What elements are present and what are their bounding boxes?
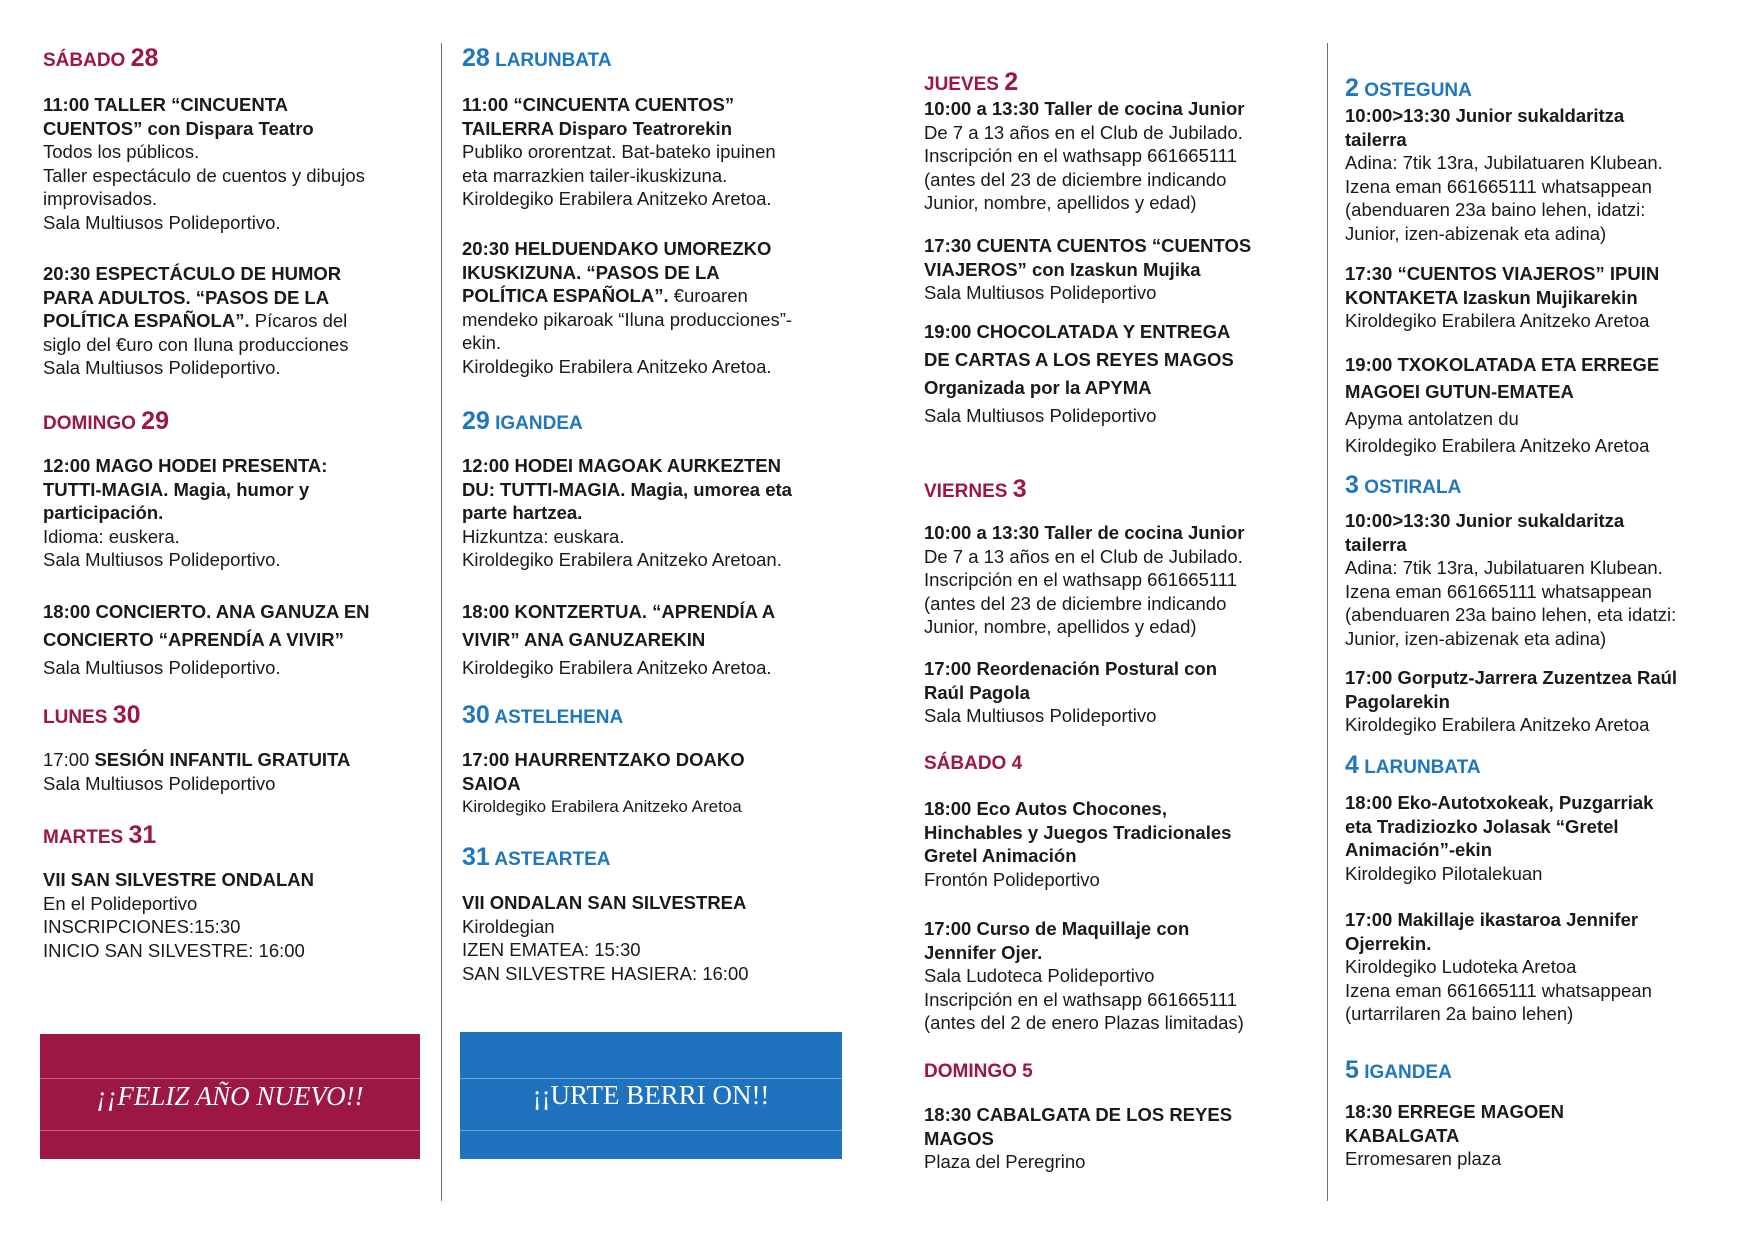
event-junior-sukaldaritza-osteguna: 10:00>13:30 Junior sukaldaritza tailerra Adina: 7tik 13ra, Jubilatuaren Klubean. Izena eman 661665111 whatsappean (abenduaren 23a baino lehen, idatzi: Junior, izen-abizenak eta adina) — [1345, 105, 1663, 244]
column-divider-3 — [1327, 43, 1328, 1201]
event-cabalgata: 18:30 CABALGATA DE LOS REYES MAGOS Plaza del Peregrino — [924, 1104, 1233, 1172]
event-txokolatada: 19:00 TXOKOLATADA ETA ERREGE MAGOEI GUTUN-EMATEA Apyma antolatzen du Kiroldegiko Erabilera Anitzeko Aretoa — [1345, 354, 1660, 456]
event-espectaculo-humor: 20:30 ESPECTÁCULO DE HUMOR PARA ADULTOS. “PASOS DE LA POLÍTICA ESPAÑOLA”. Pícaros del siglo del €uro con Iluna producciones Sala Multiusos Polideportivo. — [43, 263, 349, 378]
event-gorputz-jarrera: 17:00 Gorputz-Jarrera Zuzentzea Raúl Pagolarekin Kiroldegiko Erabilera Anitzeko Aretoa — [1345, 667, 1678, 735]
event-chocolatada: 19:00 CHOCOLATADA Y ENTREGA DE CARTAS A LOS REYES MAGOS Organizada por la APYMA Sala Multiusos Polideportivo — [924, 321, 1234, 426]
day-header-30-astelehena: 30 ASTELEHENA — [462, 701, 624, 729]
event-helduendako-umorezko: 20:30 HELDUENDAKO UMOREZKO IKUSKIZUNA. “PASOS DE LA POLÍTICA ESPAÑOLA”. €uroaren mendeko pikaroak “Iluna producciones”- ekin. Kiroldegiko Erabilera Anitzeko Aretoa. — [462, 238, 793, 377]
event-taller-cocina-viernes: 10:00 a 13:30 Taller de cocina Junior De 7 a 13 años en el Club de Jubilado. Inscripción en el wathsapp 661665111 (antes del 23 de diciembre indicando Junior, nombre, apellidos y edad) — [924, 522, 1245, 637]
day-header-sabado-4: SÁBADO 4 — [924, 753, 1023, 774]
day-header-31-asteartea: 31 ASTEARTEA — [462, 843, 611, 871]
banner-urte-berri-on: ¡¡URTE BERRI ON!! — [460, 1032, 842, 1159]
event-haurrentzako-saioa: 17:00 HAURRENTZAKO DOAKO SAIOA Kiroldegiko Erabilera Anitzeko Aretoa — [462, 749, 745, 816]
event-junior-sukaldaritza-ostirala: 10:00>13:30 Junior sukaldaritza tailerra Adina: 7tik 13ra, Jubilatuaren Klubean. Izena eman 661665111 whatsappean (abenduaren 23a baino lehen, eta idatzi: Junior, izen-abizenak eta adina) — [1345, 510, 1677, 649]
day-header-29-igandea: 29 IGANDEA — [462, 407, 583, 435]
day-header-2-osteguna: 2 OSTEGUNA — [1345, 74, 1472, 102]
event-concierto-ana-ganuza: 18:00 CONCIERTO. ANA GANUZA EN CONCIERTO “APRENDÍA A VIVIR” Sala Multiusos Polideportivo. — [43, 601, 370, 678]
event-taller-cuentos: 11:00 TALLER “CINCUENTA CUENTOS” con Dispara Teatro Todos los públicos. Taller espectáculo de cuentos y dibujos improvisados. Sala Multiusos Polideportivo. — [43, 94, 365, 233]
event-taller-cocina-jueves: 10:00 a 13:30 Taller de cocina Junior De 7 a 13 años en el Club de Jubilado. Inscripción en el wathsapp 661665111 (antes del 23 de diciembre indicando Junior, nombre, apellidos y edad) — [924, 98, 1245, 213]
event-eco-autos: 18:00 Eco Autos Chocones, Hinchables y Juegos Tradicionales Gretel Animación Frontón Polideportivo — [924, 798, 1232, 890]
event-san-silvestre: VII SAN SILVESTRE ONDALAN En el Polideportivo INSCRIPCIONES:15:30 INICIO SAN SILVESTRE: 16:00 — [43, 869, 315, 961]
event-cincuenta-cuentos-tailerra: 11:00 “CINCUENTA CUENTOS” TAILERRA Disparo Teatrorekin Publiko ororentzat. Bat-bateko ipuinen eta marrazkien tailer-ikuskizuna. Kiroldegiko Erabilera Anitzeko Aretoa. — [462, 94, 776, 209]
event-ondalan-san-silvestrea: VII ONDALAN SAN SILVESTREA Kiroldegian IZEN EMATEA: 15:30 SAN SILVESTRE HASIERA: 16:00 — [462, 892, 749, 984]
event-errege-magoen-kabalgata: 18:30 ERREGE MAGOEN KABALGATA Erromesaren plaza — [1345, 1101, 1564, 1169]
event-kontzertua: 18:00 KONTZERTUA. “APRENDÍA A VIVIR” ANA GANUZAREKIN Kiroldegiko Erabilera Anitzeko Aretoa. — [462, 601, 776, 678]
day-header-5-igandea: 5 IGANDEA — [1345, 1056, 1452, 1084]
day-header-jueves-2: JUEVES 2 — [924, 68, 1019, 96]
event-eko-autotxokeak: 18:00 Eko-Autotxokeak, Puzgarriak eta Tradiziozko Jolasak “Gretel Animación”-ekin Kiroldegiko Pilotalekuan — [1345, 792, 1654, 884]
event-makillaje-ikastaroa: 17:00 Makillaje ikastaroa Jennifer Ojerrekin. Kiroldegiko Ludoteka Aretoa Izena eman 661665111 whatsappean (urtarrilaren 2a baino lehen) — [1345, 909, 1652, 1024]
column-divider-1 — [441, 43, 442, 1201]
event-hodei-magoak: 12:00 HODEI MAGOAK AURKEZTEN DU: TUTTI-MAGIA. Magia, umorea eta parte hartzea. Hizkuntza: euskara. Kiroldegiko Erabilera Anitzeko Aretoan. — [462, 455, 792, 570]
event-mago-hodei: 12:00 MAGO HODEI PRESENTA: TUTTI-MAGIA. Magia, humor y participación. Idioma: euskera. Sala Multiusos Polideportivo. — [43, 455, 328, 570]
day-header-lunes-30: LUNES 30 — [43, 701, 141, 729]
day-header-domingo-29: DOMINGO 29 — [43, 407, 169, 435]
event-sesion-infantil: 17:00 SESIÓN INFANTIL GRATUITA Sala Multiusos Polideportivo — [43, 749, 351, 794]
day-header-martes-31: MARTES 31 — [43, 821, 157, 849]
day-header-domingo-5: DOMINGO 5 — [924, 1061, 1033, 1082]
day-header-sabado-28: SÁBADO 28 — [43, 44, 159, 72]
event-cuenta-cuentos: 17:30 CUENTA CUENTOS “CUENTOS VIAJEROS” con Izaskun Mujika Sala Multiusos Polideportivo — [924, 235, 1252, 303]
event-cuentos-viajeros-ipuin: 17:30 “CUENTOS VIAJEROS” IPUIN KONTAKETA Izaskun Mujikarekin Kiroldegiko Erabilera Anitzeko Aretoa — [1345, 263, 1660, 331]
day-header-viernes-3: VIERNES 3 — [924, 475, 1027, 503]
event-curso-maquillaje: 17:00 Curso de Maquillaje con Jennifer Ojer. Sala Ludoteca Polideportivo Inscripción en el wathsapp 661665111 (antes del 2 de enero Plazas limitadas) — [924, 918, 1244, 1033]
day-header-28-larunbata: 28 LARUNBATA — [462, 44, 612, 72]
event-reordenacion-postural: 17:00 Reordenación Postural con Raúl Pagola Sala Multiusos Polideportivo — [924, 658, 1218, 726]
day-header-3-ostirala: 3 OSTIRALA — [1345, 471, 1462, 499]
banner-feliz-ano-nuevo: ¡¡FELIZ AÑO NUEVO!! — [40, 1034, 420, 1159]
day-header-4-larunbata: 4 LARUNBATA — [1345, 751, 1481, 779]
